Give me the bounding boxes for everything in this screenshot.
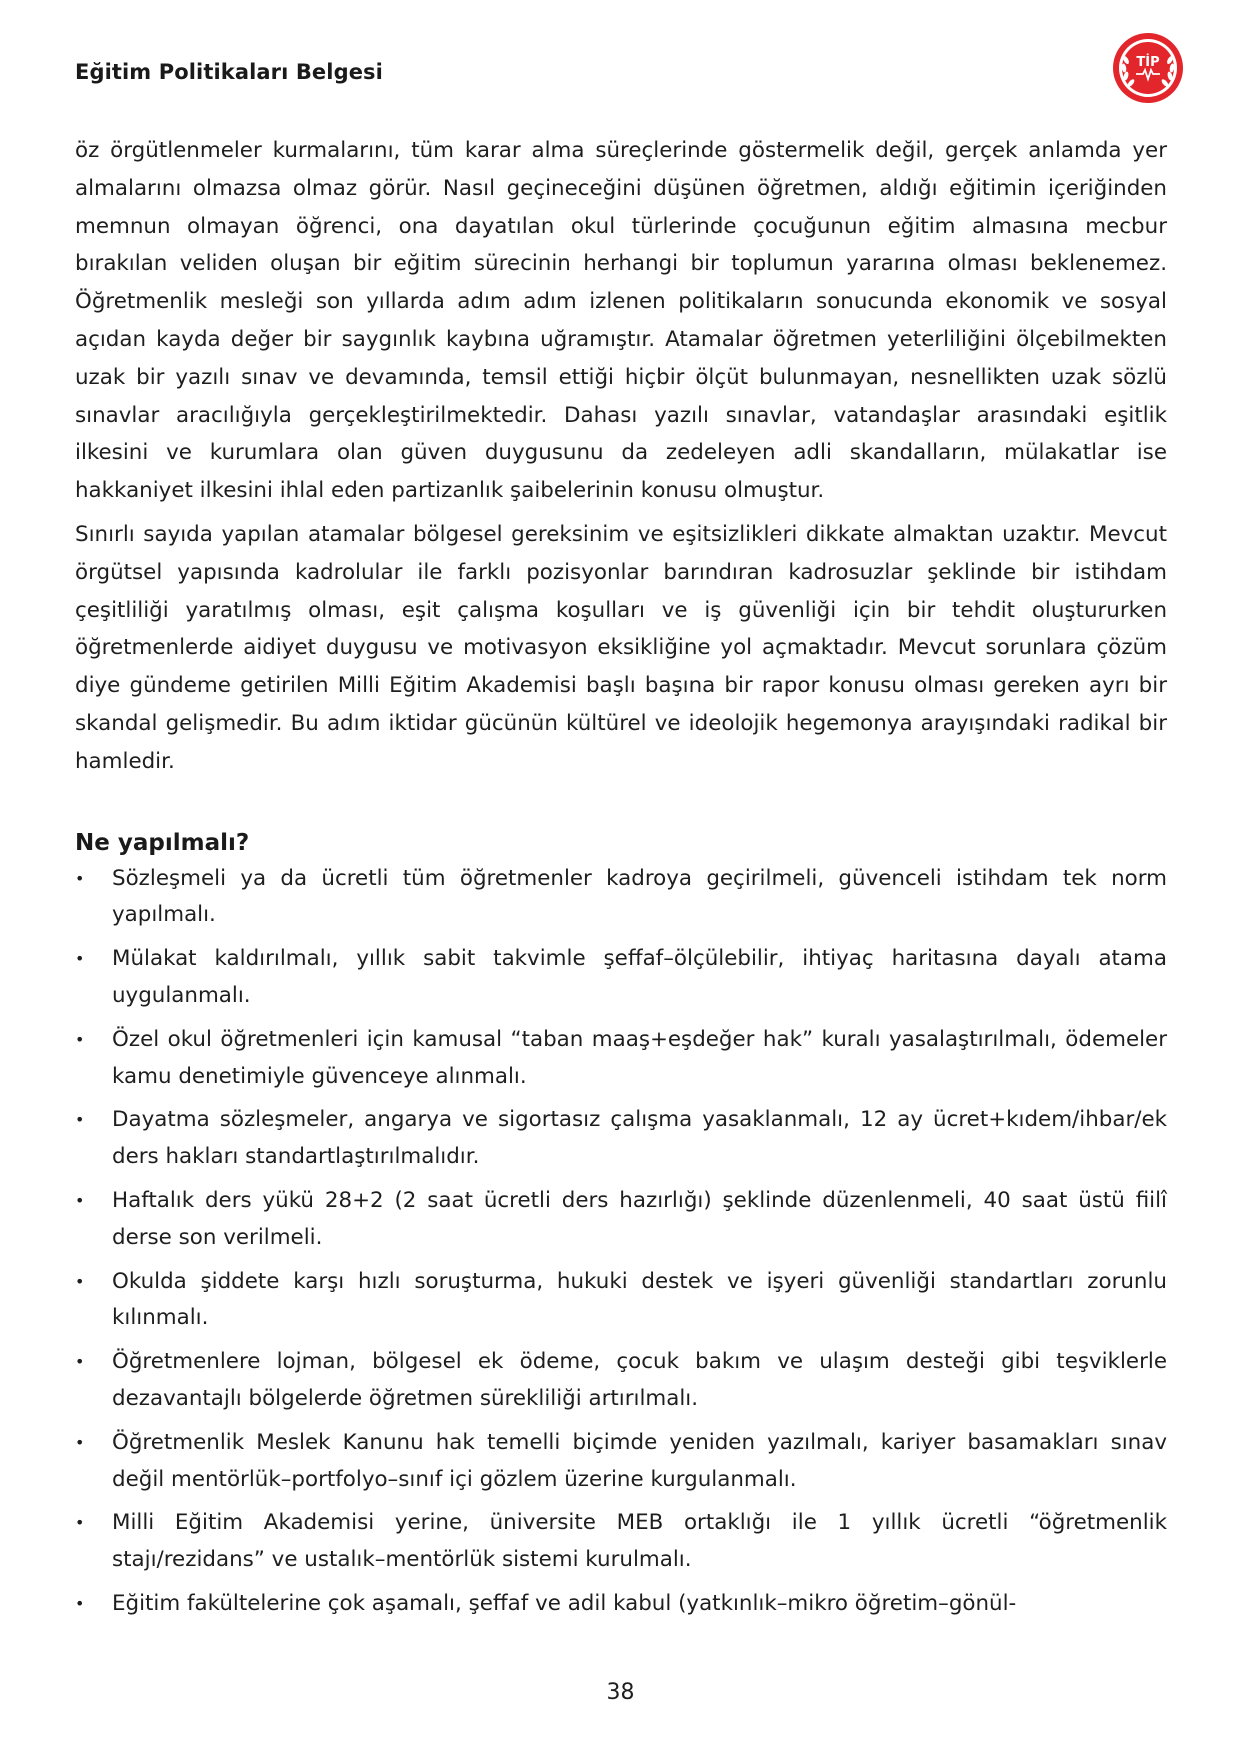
list-item-text: Eğitim fakültelerine çok aşamalı, şeffaf ve adil kabul (yatkınlık–mikro öğretim–gönül- [112, 1590, 1017, 1616]
page-number: 38 [606, 1680, 635, 1705]
bullet-icon: • [75, 949, 85, 969]
list-item [75, 1102, 1167, 1176]
list-item-text: Özel okul öğretmenleri için kamusal “taban maaş+eşdeğer hak” kuralı yasalaştırılmalı, ödemeler kamu denetimiyle güvenceye alınmalı. [112, 1026, 1167, 1089]
list-item-text: Okulda şiddete karşı hızlı soruşturma, hukuki destek ve işyeri güvenliği standartları zorunlu kılınmalı. [112, 1268, 1167, 1331]
list-item-text: Dayatma sözleşmeler, angarya ve sigortasız çalışma yasaklanmalı, 12 ay ücret+kıdem/ihbar/ek ders hakları standartlaştırılmalıdır. [112, 1107, 1167, 1170]
body-paragraph: Sınırlı sayıda yapılan atamalar bölgesel gereksinim ve eşitsizlikleri dikkate almaktan uzaktır. Mevcut örgütsel yapısında kadrolular ile farklı pozisyonlar barındıran kadrosuzlar şeklinde bir istihdam çeşitliliği yaratılmış olması, eşit çalışma koşulları ve iş güvenliği için bir tehdit oluştururken öğretmenlerde aidiyet duygusu ve motivasyon eksikliğine yol açmaktadır. Mevcut sorunlara çözüm diye gündeme getirilen Milli Eğitim Akademisi başlı başına bir rapor konusu olması gereken ayrı bir skandal gelişmedir. Bu adım iktidar gücünün kültürel ve ideolojik hegemonya arayışındaki radikal bir hamledir. [75, 521, 1167, 774]
list-item-text: Öğretmenlere lojman, bölgesel ek ödeme, çocuk bakım ve ulaşım desteği gibi teşviklerle dezavantajlı bölgelerde öğretmen sürekliliği artırılmalı. [112, 1349, 1167, 1411]
document-title: Eğitim Politikaları Belgesi [75, 60, 383, 84]
list-item [75, 1022, 1167, 1096]
list-item-text: Haftalık ders yükü 28+2 (2 saat ücretli ders hazırlığı) şeklinde düzenlenmeli, 40 saat üstü fiilî derse son verilmeli. [112, 1187, 1167, 1250]
recommendation-list [75, 861, 1167, 1623]
list-item-text: Sözleşmeli ya da ücretli tüm öğretmenler kadroya geçirilmeli, güvenceli istihdam tek norm yapılmalı. [112, 865, 1167, 928]
bullet-icon: • [75, 1110, 85, 1130]
logo-text: TİP [1136, 55, 1160, 70]
bullet-icon: • [75, 1190, 85, 1210]
list-item [75, 1264, 1167, 1338]
list-item [75, 861, 1167, 935]
list-item [75, 941, 1167, 1015]
list-item-text: Milli Eğitim Akademisi yerine, üniversite MEB ortaklığı ile 1 yıllık ücretli “öğretmenlik stajı/rezidans” ve ustalık–mentörlük sistemi kurulmalı. [112, 1510, 1167, 1573]
body-paragraph: öz örgütlenmeler kurmalarını, tüm karar alma süreçlerinde göstermelik değil, gerçek anlamda yer almalarını olmazsa olmaz görür. Nasıl geçineceğini düşünen öğretmen, aldığı eğitimin içeriğinden memnun olmayan öğrenci, ona dayatılan okul türlerinde çocuğunun eğitim almasına mecbur bırakılan veliden oluşan bir eğitim sürecinin herhangi bir toplumun yararına olması beklenemez. Öğretmenlik mesleği son yıllarda adım adım izlenen politikaların sonucunda ekonomik ve sosyal açıdan kayda değer bir saygınlık kaybına uğramıştır. Atamalar öğretmen yeterliliğini ölçebilmekten uzak bir yazılı sınav ve devamında, temsil ettiği hiçbir ölçüt bulunmayan, nesnellikten uzak sözlü sınavlar aracılığıyla gerçekleştirilmektedir. Dahası yazılı sınavlar, vatandaşlar arasındaki eşitlik ilkesini ve kurumlara olan güven duygusunu da zedeleyen adli skandalların, mülakatlar ise hakkaniyet ilkesini ihlal eden partizanlık şaibelerinin konusu olmuştur. [75, 138, 1167, 504]
list-item-text: Öğretmenlik Meslek Kanunu hak temelli biçimde yeniden yazılmalı, kariyer basamakları sınav değil mentörlük–portfolyo–sınıf içi gözlem üzerine kurgulanmalı. [112, 1429, 1167, 1492]
tip-logo-icon [1110, 30, 1186, 106]
list-item [75, 1344, 1167, 1418]
list-item [75, 1425, 1167, 1499]
bullet-icon: • [75, 868, 85, 888]
section-heading: Ne yapılmalı? [75, 829, 250, 856]
main-content [75, 132, 1167, 1630]
bullet-icon: • [75, 1432, 85, 1452]
list-item [75, 1505, 1167, 1579]
bullet-icon: • [75, 1029, 85, 1049]
bullet-icon: • [75, 1352, 85, 1372]
bullet-icon: • [75, 1513, 85, 1533]
bullet-icon: • [75, 1271, 85, 1291]
party-logo [1110, 30, 1186, 106]
list-item [75, 1586, 1167, 1623]
bullet-icon: • [75, 1593, 85, 1613]
list-item [75, 1183, 1167, 1257]
list-item-text: Mülakat kaldırılmalı, yıllık sabit takvimle şeffaf–ölçülebilir, ihtiyaç haritasına dayalı atama uygulanmalı. [112, 946, 1167, 1008]
